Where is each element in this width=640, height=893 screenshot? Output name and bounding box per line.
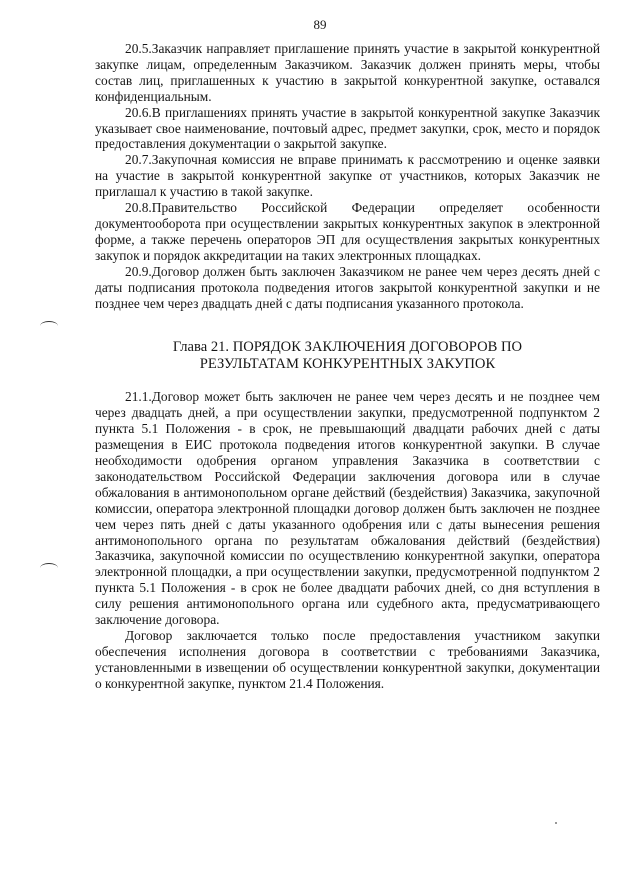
margin-pen-mark: [40, 563, 58, 573]
chapter-heading: [95, 339, 600, 373]
paragraph-20-5: 20.5.Заказчик направляет приглашение принять участие в закрытой конкурентной закупке лицам, определенным Заказчиком. Заказчик должен принять меры, чтобы состав лиц, приглашенных к участию в закрытой конкурентной закупке, оставался конфиденциальным.: [95, 41, 600, 104]
paragraph-20-9: 20.9.Договор должен быть заключен Заказчиком не ранее чем через десять дней с даты подписания протокола подведения итогов закрытой конкурентной закупки и не позднее чем через двадцать дней с даты подписания указанного протокола.: [95, 263, 600, 311]
chapter-heading-line-1: Глава 21. ПОРЯДОК ЗАКЛЮЧЕНИЯ ДОГОВОРОВ ПО: [172, 339, 523, 356]
margin-pen-mark: [40, 321, 58, 331]
paragraph-20-6: 20.6.В приглашениях принять участие в закрытой конкурентной закупке Заказчик указывает свое наименование, почтовый адрес, предмет закупки, срок, место и порядок предоставления документации о закрытой закупке.: [95, 104, 600, 152]
paragraph-20-7: 20.7.Закупочная комиссия не вправе принимать к рассмотрению и оценке заявки на участие в закрытой конкурентной закупке от участников, которых Заказчик не приглашал к участию в такой закупке.: [95, 152, 600, 200]
paragraph-20-8: 20.8.Правительство Российской Федерации определяет особенности документооборота при осуществлении закрытых конкурентных закупок в электронной форме, а также перечень операторов ЭП для осуществления закрытых конкурентных закупок и порядок аккредитации на таких электронных площадках.: [95, 200, 600, 263]
scan-speck: [555, 822, 557, 824]
chapter-heading-line-2: РЕЗУЛЬТАТАМ КОНКУРЕНТНЫХ ЗАКУПОК: [199, 356, 496, 373]
document-body: [95, 41, 600, 692]
page-number: 89: [313, 17, 327, 32]
paragraph-contract-conclusion: Договор заключается только после предоставления участником закупки обеспечения исполнения договора в соответствии с требованиями Заказчика, установленными в извещении об осуществлении конкурентной закупки, документации о конкурентной закупке, пунктом 21.4 Положения.: [95, 628, 600, 691]
paragraph-21-1: 21.1.Договор может быть заключен не ранее чем через десять и не позднее чем через двадцать дней, а при осуществлении закупки, предусмотренной подпунктом 2 пункта 5.1 Положения - в срок, не превышающий двадцати рабочих дней с даты размещения в ЕИС протокола подведения итогов конкурентной закупки. В случае необходимости одобрения органом управления Заказчика в соответствии с законодательством Российской Федерации заключения договора или в случае обжалования в антимонопольном органе действий (бездействия) Заказчика, закупочной комиссии, оператора электронной площадки договор должен быть заключен не позднее чем через пять дней с даты указанного одобрения или с даты вынесения решения антимонопольного органа по результатам обжалования действий (бездействия) Заказчика, закупочной комиссии по осуществлению конкурентной закупки, оператора электронной площадки, а при осуществлении закупки, предусмотренной подпунктом 2 пункта 5.1 Положения - в срок не более двадцати рабочих дней, со дня вступления в силу решения антимонопольного органа или судебного акта, предусматривающего заключение договора.: [95, 389, 600, 628]
